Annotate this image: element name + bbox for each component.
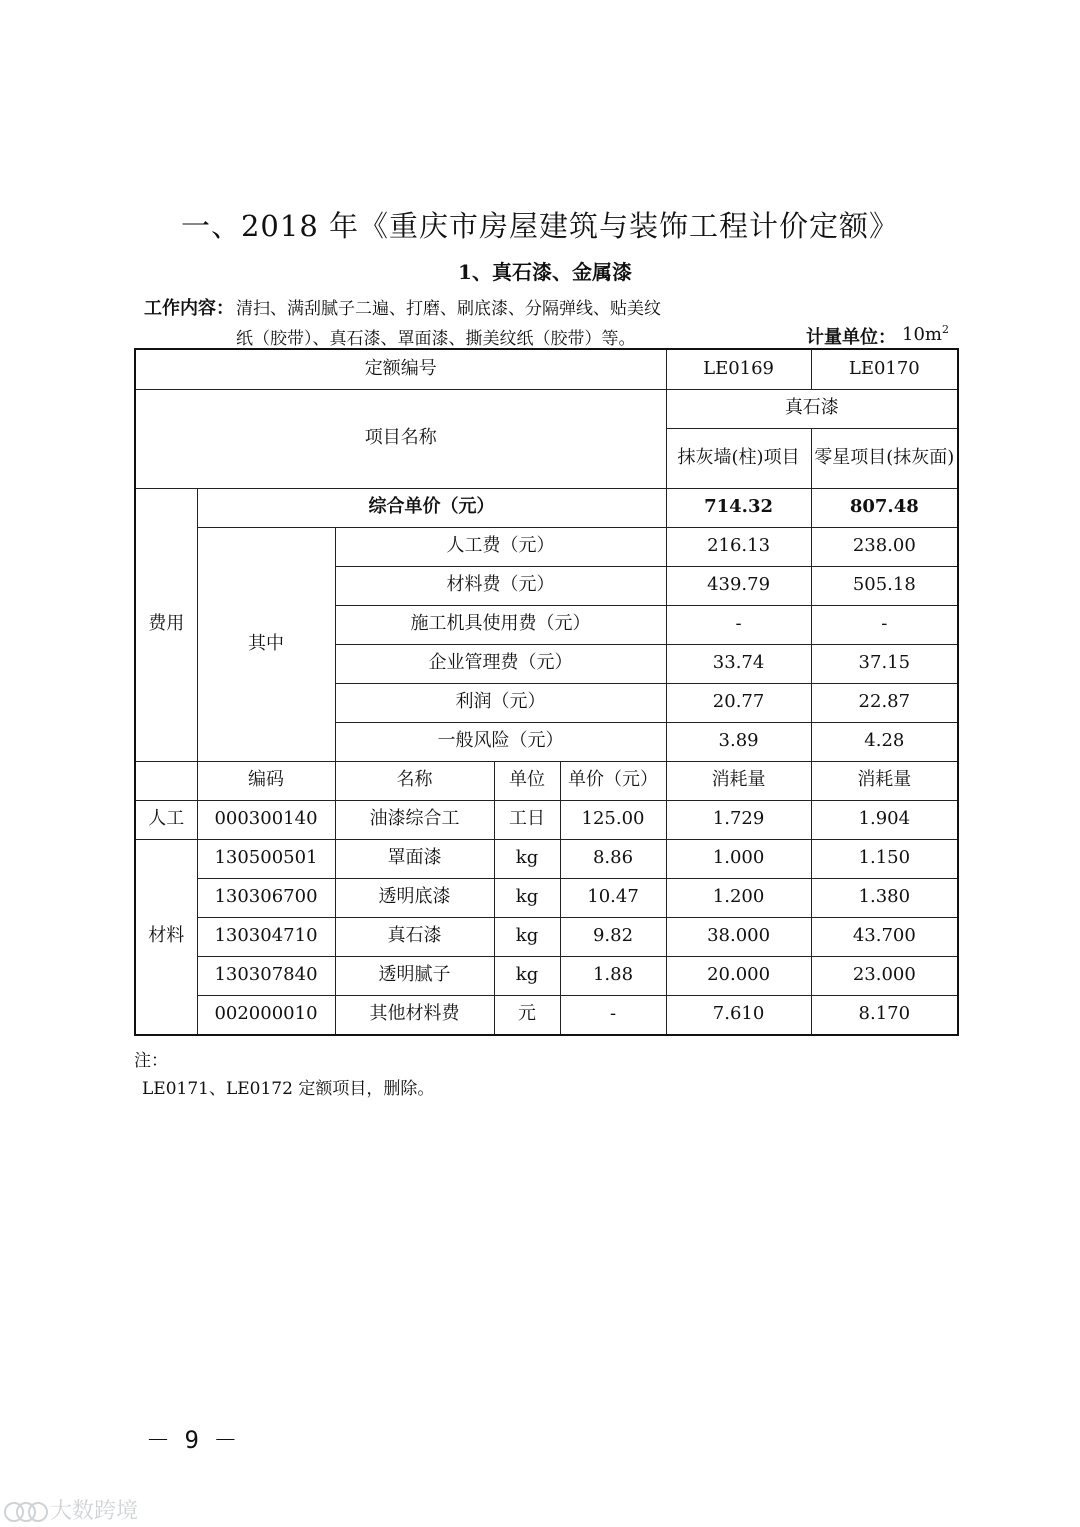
resource-consumption-1: 1.200 xyxy=(666,878,811,917)
resource-name: 透明底漆 xyxy=(335,878,494,917)
resource-name: 其他材料费 xyxy=(335,995,494,1035)
breakdown-value-1: 3.89 xyxy=(666,722,811,761)
watermark-text: 大数跨境 xyxy=(50,1499,139,1524)
breakdown-value-2: - xyxy=(811,605,958,644)
breakdown-label: 企业管理费（元） xyxy=(335,644,666,683)
resource-consumption-2: 1.904 xyxy=(811,800,958,839)
labor-label: 人工 xyxy=(135,800,197,839)
resource-name: 真石漆 xyxy=(335,917,494,956)
item-name-label: 项目名称 xyxy=(135,389,666,488)
resource-unit: kg xyxy=(494,917,560,956)
quota-code-2: LE0170 xyxy=(811,349,958,389)
material-row xyxy=(135,995,958,1035)
breakdown-label: 施工机具使用费（元） xyxy=(335,605,666,644)
breakdown-value-2: 22.87 xyxy=(811,683,958,722)
breakdown-value-1: 20.77 xyxy=(666,683,811,722)
resource-price: 9.82 xyxy=(560,917,666,956)
breakdown-value-2: 37.15 xyxy=(811,644,958,683)
resource-unit: 元 xyxy=(494,995,560,1035)
breakdown-value-1: - xyxy=(666,605,811,644)
material-row xyxy=(135,917,958,956)
resource-unit: kg xyxy=(494,956,560,995)
watermark xyxy=(4,1494,138,1525)
watermark-logo-icon xyxy=(4,1499,44,1521)
material-row xyxy=(135,878,958,917)
among-label: 其中 xyxy=(197,527,335,761)
breakdown-value-2: 505.18 xyxy=(811,566,958,605)
resource-consumption-1: 20.000 xyxy=(666,956,811,995)
material-row xyxy=(135,839,958,878)
resource-unit: kg xyxy=(494,878,560,917)
notes-text: LE0171、LE0172 定额项目，删除。 xyxy=(142,1079,435,1099)
resource-consumption-1: 1.729 xyxy=(666,800,811,839)
quota-code-label: 定额编号 xyxy=(135,349,666,389)
quota-table xyxy=(134,348,959,1036)
total-price-1: 714.32 xyxy=(666,488,811,527)
breakdown-value-1: 439.79 xyxy=(666,566,811,605)
work-content-line1: 清扫、满刮腻子二遍、打磨、刷底漆、分隔弹线、贴美纹 xyxy=(236,299,661,319)
header-code: 编码 xyxy=(197,761,335,800)
material-label: 材料 xyxy=(135,839,197,1035)
resource-code: 130500501 xyxy=(197,839,335,878)
breakdown-value-1: 33.74 xyxy=(666,644,811,683)
header-price: 单价（元） xyxy=(560,761,666,800)
notes-label: 注： xyxy=(134,1051,168,1071)
breakdown-label: 一般风险（元） xyxy=(335,722,666,761)
breakdown-value-2: 238.00 xyxy=(811,527,958,566)
resource-price: 10.47 xyxy=(560,878,666,917)
resource-name: 油漆综合工 xyxy=(335,800,494,839)
item-category: 真石漆 xyxy=(666,389,958,428)
breakdown-label: 人工费（元） xyxy=(335,527,666,566)
resource-consumption-2: 1.150 xyxy=(811,839,958,878)
item-name-2: 零星项目(抹灰面) xyxy=(811,428,958,488)
resource-consumption-2: 8.170 xyxy=(811,995,958,1035)
cost-label: 费用 xyxy=(135,488,197,761)
resource-code: 000300140 xyxy=(197,800,335,839)
quota-code-1: LE0169 xyxy=(666,349,811,389)
resource-consumption-1: 7.610 xyxy=(666,995,811,1035)
unit-label: 计量单位： xyxy=(806,327,896,348)
resource-code: 130306700 xyxy=(197,878,335,917)
resource-price: 1.88 xyxy=(560,956,666,995)
page-number: － 9 － xyxy=(146,1426,238,1454)
unit-value: $10m^2$ xyxy=(902,323,949,345)
resource-unit: kg xyxy=(494,839,560,878)
resource-price: 8.86 xyxy=(560,839,666,878)
resource-code: 130307840 xyxy=(197,956,335,995)
work-content-line2: 纸（胶带）、真石漆、罩面漆、撕美纹纸（胶带）等。 xyxy=(236,329,636,349)
resource-header-row xyxy=(135,761,958,800)
material-row xyxy=(135,956,958,995)
total-price-label: 综合单价（元） xyxy=(197,488,666,527)
blank-cell xyxy=(135,761,197,800)
header-consumption-1: 消耗量 xyxy=(666,761,811,800)
header-unit: 单位 xyxy=(494,761,560,800)
resource-price: - xyxy=(560,995,666,1035)
breakdown-label: 利润（元） xyxy=(335,683,666,722)
resource-consumption-2: 43.700 xyxy=(811,917,958,956)
breakdown-value-1: 216.13 xyxy=(666,527,811,566)
item-name-1: 抹灰墙(柱)项目 xyxy=(666,428,811,488)
page-title: 一、2018 年《重庆市房屋建筑与装饰工程计价定额》 xyxy=(180,209,900,243)
resource-consumption-1: 1.000 xyxy=(666,839,811,878)
resource-consumption-2: 1.380 xyxy=(811,878,958,917)
breakdown-value-2: 4.28 xyxy=(811,722,958,761)
resource-unit: 工日 xyxy=(494,800,560,839)
header-consumption-2: 消耗量 xyxy=(811,761,958,800)
resource-code: 130304710 xyxy=(197,917,335,956)
resource-consumption-1: 38.000 xyxy=(666,917,811,956)
resource-price: 125.00 xyxy=(560,800,666,839)
resource-code: 002000010 xyxy=(197,995,335,1035)
total-price-2: 807.48 xyxy=(811,488,958,527)
work-content-label: 工作内容： xyxy=(144,298,234,319)
section-subtitle: 1、真石漆、金属漆 xyxy=(458,260,632,284)
resource-name: 罩面漆 xyxy=(335,839,494,878)
header-name: 名称 xyxy=(335,761,494,800)
breakdown-label: 材料费（元） xyxy=(335,566,666,605)
resource-consumption-2: 23.000 xyxy=(811,956,958,995)
labor-row xyxy=(135,800,958,839)
resource-name: 透明腻子 xyxy=(335,956,494,995)
